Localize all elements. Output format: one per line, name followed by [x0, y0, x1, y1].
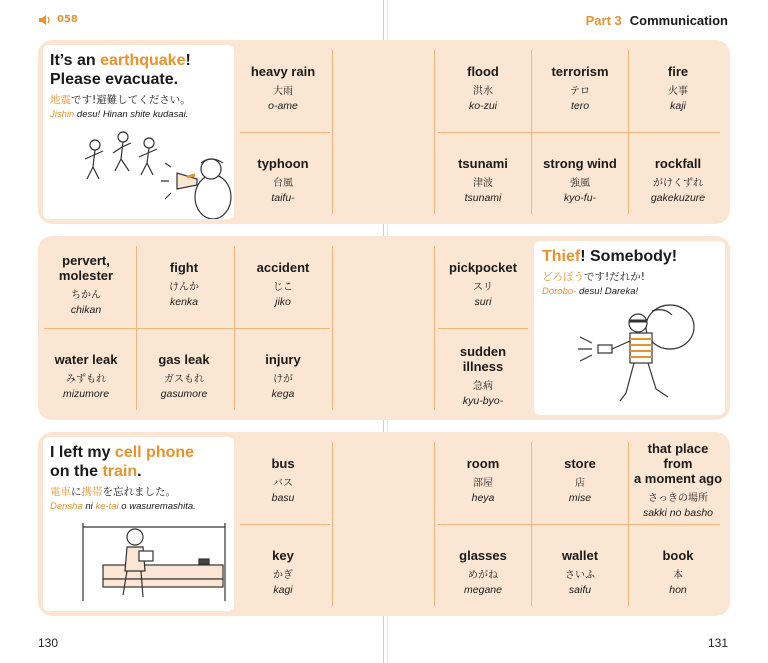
train-seat-illustration	[73, 521, 233, 611]
phrase-japanese: 地震です!避難してください。	[50, 94, 191, 106]
page-number-left: 130	[38, 636, 59, 650]
word-room: room 部屋 heya	[466, 456, 500, 504]
speaker-icon[interactable]	[38, 13, 52, 27]
word-wallet: wallet さいふ saifu	[561, 548, 599, 596]
phrase-card-cell-phone	[43, 437, 234, 611]
divider	[434, 442, 435, 606]
word-sudden-illness: sudden illness 急病 kyu-byo-	[459, 344, 507, 407]
word-water-leak: water leak みずもれ mizumore	[54, 352, 118, 400]
divider	[332, 442, 333, 606]
page-number-right: 131	[707, 636, 728, 650]
phrase-japanese: 電車に携帯を忘れました。	[50, 486, 176, 498]
word-fire: fire 火事 kaji	[667, 64, 689, 112]
phrase-title: I left my cell phone on the train.	[50, 444, 195, 480]
word-store: store 店 mise	[564, 456, 596, 504]
word-rockfall: rockfall がけくずれ gakekuzure	[650, 156, 706, 204]
word-glasses: glasses めがね megane	[459, 548, 507, 596]
word-terrorism: terrorism テロ tero	[551, 64, 609, 112]
word-that-place: that place from a moment ago さっきの場所 sakki no basho	[633, 441, 723, 519]
evacuation-illustration	[83, 127, 233, 219]
divider	[438, 132, 720, 133]
divider	[332, 50, 333, 214]
panel-earthquake	[38, 40, 730, 224]
word-book: book 本 hon	[662, 548, 694, 596]
word-accident: accident じこ jiko	[256, 260, 310, 308]
divider	[438, 524, 720, 525]
word-pickpocket: pickpocket スリ suri	[449, 260, 517, 308]
phrase-romaji: Dorobo- desu! Dareka!	[542, 286, 639, 297]
word-strong-wind: strong wind 強風 kyo-fu-	[543, 156, 617, 204]
phrase-title: It’s an earthquake! Please evacuate.	[50, 52, 191, 88]
phrase-card-thief	[534, 241, 725, 415]
panel-thief	[38, 236, 730, 420]
phrase-japanese: どろぼうです!だれか!	[542, 271, 645, 283]
divider	[240, 524, 330, 525]
word-fight: fight けんか kenka	[169, 260, 199, 308]
section-header	[586, 13, 728, 28]
word-flood: flood 洪水 ko-zui	[467, 64, 499, 112]
word-key: key かぎ kagi	[272, 548, 294, 596]
thief-illustration	[572, 297, 712, 415]
track-number: 058	[57, 14, 78, 25]
word-heavy-rain: heavy rain 大雨 o-ame	[250, 64, 316, 112]
phrase-romaji: Densha ni ke-tai o wasuremashita.	[50, 501, 196, 512]
phrase-card-earthquake	[43, 45, 234, 219]
word-injury: injury けが kega	[265, 352, 301, 400]
divider	[434, 246, 435, 410]
divider	[434, 50, 435, 214]
phrase-romaji: Jishin desu! Hinan shite kudasai.	[50, 109, 189, 120]
word-gas-leak: gas leak ガスもれ gasumore	[158, 352, 210, 400]
part-label: Part 3	[585, 13, 622, 28]
word-typhoon: typhoon 台風 taifu-	[257, 156, 309, 204]
divider	[44, 328, 330, 329]
divider	[438, 328, 528, 329]
panel-lost-item	[38, 432, 730, 616]
divider	[240, 132, 330, 133]
divider	[332, 246, 333, 410]
phrase-title: Thief! Somebody!	[542, 248, 678, 265]
word-tsunami: tsunami 津波 tsunami	[458, 156, 508, 204]
section-title: Communication	[629, 13, 728, 28]
word-bus: bus バス basu	[271, 456, 295, 504]
word-pervert: pervert, molester ちかん chikan	[58, 253, 114, 316]
